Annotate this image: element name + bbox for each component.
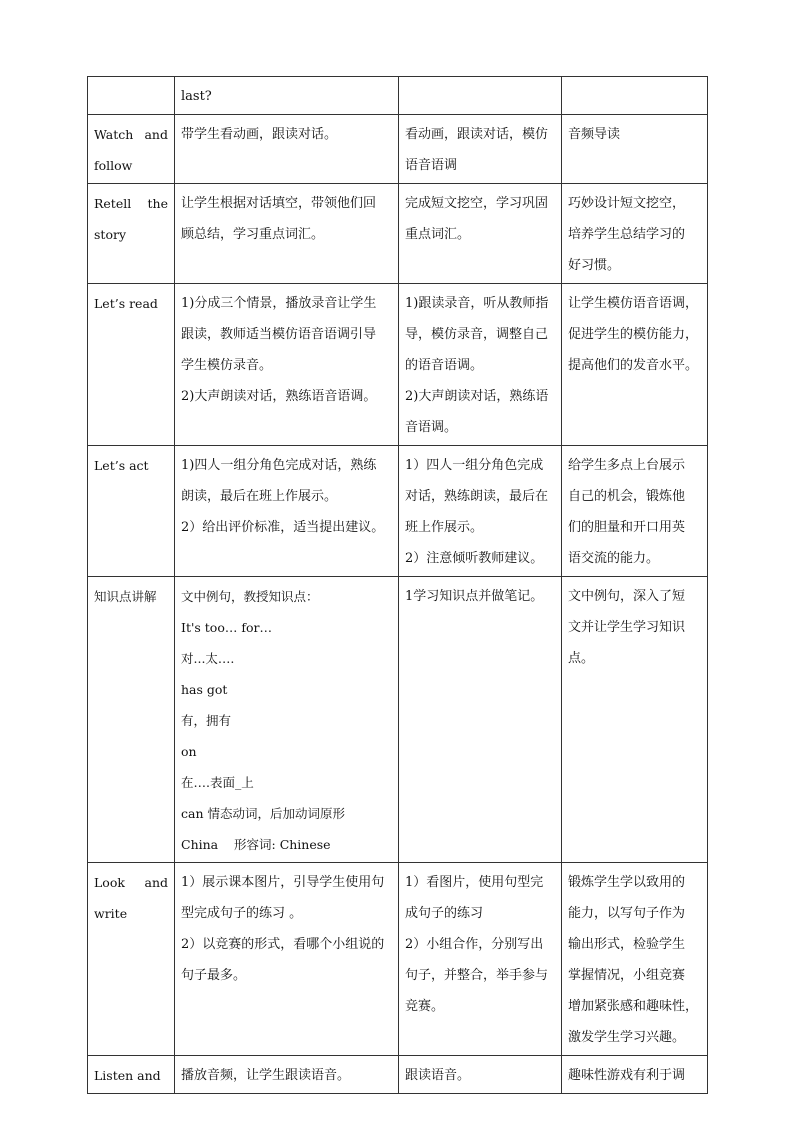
- cell-line: 句子，并整合，举手参与: [405, 968, 549, 983]
- design-purpose-cell: [562, 77, 708, 115]
- cell-line: 文中例句，深入了短: [568, 589, 686, 604]
- teacher-activity-cell: [175, 115, 399, 184]
- design-purpose-cell: [562, 1056, 708, 1094]
- cell-line: 2）以竞赛的形式，看哪个小组说的: [181, 937, 385, 952]
- teacher-activity-cell: [175, 577, 399, 863]
- cell-line: 跟读，教师适当模仿语音语调引导: [181, 327, 377, 342]
- cell-line: 播放音频，让学生跟读语音。: [181, 1068, 351, 1083]
- cell-line: 2）给出评价标准，适当提出建议。: [181, 520, 385, 535]
- cell-line: 培养学生总结学习的: [568, 227, 686, 242]
- table-row: [88, 577, 708, 863]
- teacher-activity-cell: [175, 184, 399, 284]
- cell-line: 2)大声朗读对话，熟练语: [405, 389, 549, 404]
- cell-line: has got: [181, 682, 228, 697]
- cell-line: Let’s act: [94, 458, 149, 473]
- student-activity-cell: [399, 577, 562, 863]
- cell-line: write: [94, 906, 128, 921]
- cell-line: 增加紧张感和趣味性，: [568, 999, 699, 1014]
- step-cell: [88, 77, 175, 115]
- cell-line: 好习惯。: [568, 258, 621, 273]
- cell-line: 知识点讲解: [94, 589, 157, 604]
- cell-line: 给学生多点上台展示: [568, 458, 686, 473]
- cell-line: 1）看图片，使用句型完: [405, 875, 544, 890]
- cell-line: 在….表面_上: [181, 775, 254, 790]
- cell-line: 语音语调: [405, 158, 458, 173]
- teacher-activity-cell: [175, 1056, 399, 1094]
- cell-line: 跟读语音。: [405, 1068, 471, 1083]
- cell-line: Retell the: [94, 196, 168, 211]
- cell-line: 看动画，跟读对话，模仿: [405, 127, 549, 142]
- cell-line: 重点词汇。: [405, 227, 471, 242]
- design-purpose-cell: [562, 184, 708, 284]
- design-purpose-cell: [562, 115, 708, 184]
- design-purpose-cell: [562, 863, 708, 1056]
- step-cell: [88, 115, 175, 184]
- cell-line: It's too… for…: [181, 620, 272, 635]
- teacher-activity-cell: [175, 284, 399, 446]
- cell-line: last?: [181, 89, 212, 104]
- cell-line: 2）小组合作，分别写出: [405, 937, 544, 952]
- student-activity-cell: [399, 184, 562, 284]
- cell-line: 自己的机会，锻炼他: [568, 489, 686, 504]
- cell-line: 1)跟读录音，听从教师指: [405, 296, 549, 311]
- step-cell: [88, 284, 175, 446]
- teacher-activity-cell: [175, 446, 399, 577]
- student-activity-cell: [399, 115, 562, 184]
- cell-line: Look and: [94, 875, 168, 890]
- cell-line: on: [181, 744, 197, 759]
- step-cell: [88, 863, 175, 1056]
- cell-line: 们的胆量和开口用英: [568, 520, 686, 535]
- step-cell: [88, 184, 175, 284]
- teacher-activity-cell: [175, 77, 399, 115]
- cell-line: 班上作展示。: [405, 520, 484, 535]
- teacher-activity-cell: [175, 863, 399, 1056]
- cell-line: China 形容词: Chinese: [181, 837, 331, 852]
- table-row: [88, 184, 708, 284]
- cell-line: 激发学生学习兴趣。: [568, 1030, 686, 1045]
- cell-line: 型完成句子的练习 。: [181, 906, 303, 921]
- cell-line: 提高他们的发音水平。: [568, 358, 699, 373]
- step-cell: [88, 446, 175, 577]
- cell-line: 的语音语调。: [405, 358, 484, 373]
- cell-line: 让学生模仿语音语调，: [568, 296, 699, 311]
- cell-line: 音语调。: [405, 420, 458, 435]
- cell-line: 促进学生的模仿能力，: [568, 327, 699, 342]
- table-row: [88, 1056, 708, 1094]
- cell-line: 掌握情况，小组竞赛: [568, 968, 686, 983]
- cell-line: 文并让学生学习知识: [568, 620, 686, 635]
- cell-line: 音频导读: [568, 127, 621, 142]
- lesson-plan-table: [87, 76, 708, 1094]
- cell-line: 完成短文挖空，学习巩固: [405, 196, 549, 211]
- cell-line: 顾总结，学习重点词汇。: [181, 227, 325, 242]
- design-purpose-cell: [562, 577, 708, 863]
- cell-line: story: [94, 227, 127, 242]
- cell-line: 1学习知识点并做笔记。: [405, 589, 544, 604]
- cell-line: Watch and: [94, 127, 168, 142]
- cell-line: 朗读，最后在班上作展示。: [181, 489, 338, 504]
- cell-line: 对...太….: [181, 651, 235, 666]
- cell-line: 竞赛。: [405, 999, 445, 1014]
- student-activity-cell: [399, 77, 562, 115]
- cell-line: 让学生根据对话填空，带领他们回: [181, 196, 377, 211]
- cell-line: Let’s read: [94, 296, 158, 311]
- cell-line: 1)分成三个情景，播放录音让学生: [181, 296, 377, 311]
- student-activity-cell: [399, 863, 562, 1056]
- cell-line: 文中例句，教授知识点：: [181, 589, 319, 604]
- lesson-plan-body: [88, 77, 708, 1094]
- cell-line: 巧妙设计短文挖空，: [568, 196, 686, 211]
- cell-line: 语交流的能力。: [568, 551, 660, 566]
- cell-line: 对话，熟练朗读，最后在: [405, 489, 549, 504]
- student-activity-cell: [399, 284, 562, 446]
- cell-line: 点。: [568, 651, 595, 666]
- cell-line: 1）四人一组分角色完成: [405, 458, 544, 473]
- cell-line: 2)大声朗读对话，熟练语音语调。: [181, 389, 377, 404]
- cell-line: 句子最多。: [181, 968, 247, 983]
- cell-line: Listen and: [94, 1068, 161, 1083]
- cell-line: 2）注意倾听教师建议。: [405, 551, 544, 566]
- student-activity-cell: [399, 1056, 562, 1094]
- cell-line: 带学生看动画，跟读对话。: [181, 127, 338, 142]
- design-purpose-cell: [562, 284, 708, 446]
- design-purpose-cell: [562, 446, 708, 577]
- table-row: [88, 446, 708, 577]
- step-cell: [88, 1056, 175, 1094]
- table-row: [88, 115, 708, 184]
- cell-line: 1)四人一组分角色完成对话，熟练: [181, 458, 377, 473]
- cell-line: follow: [94, 158, 133, 173]
- cell-line: 趣味性游戏有利于调: [568, 1068, 686, 1083]
- cell-line: 1）展示课本图片，引导学生使用句: [181, 875, 385, 890]
- table-row: [88, 77, 708, 115]
- cell-line: 能力，以写句子作为: [568, 906, 686, 921]
- cell-line: 输出形式，检验学生: [568, 937, 686, 952]
- cell-line: 成句子的练习: [405, 906, 484, 921]
- student-activity-cell: [399, 446, 562, 577]
- cell-line: 锻炼学生学以致用的: [568, 875, 686, 890]
- cell-line: 导，模仿录音，调整自己: [405, 327, 549, 342]
- table-row: [88, 863, 708, 1056]
- table-row: [88, 284, 708, 446]
- step-cell: [88, 577, 175, 863]
- cell-line: 有，拥有: [181, 713, 232, 728]
- cell-line: can 情态动词，后加动词原形: [181, 806, 345, 821]
- cell-line: 学生模仿录音。: [181, 358, 273, 373]
